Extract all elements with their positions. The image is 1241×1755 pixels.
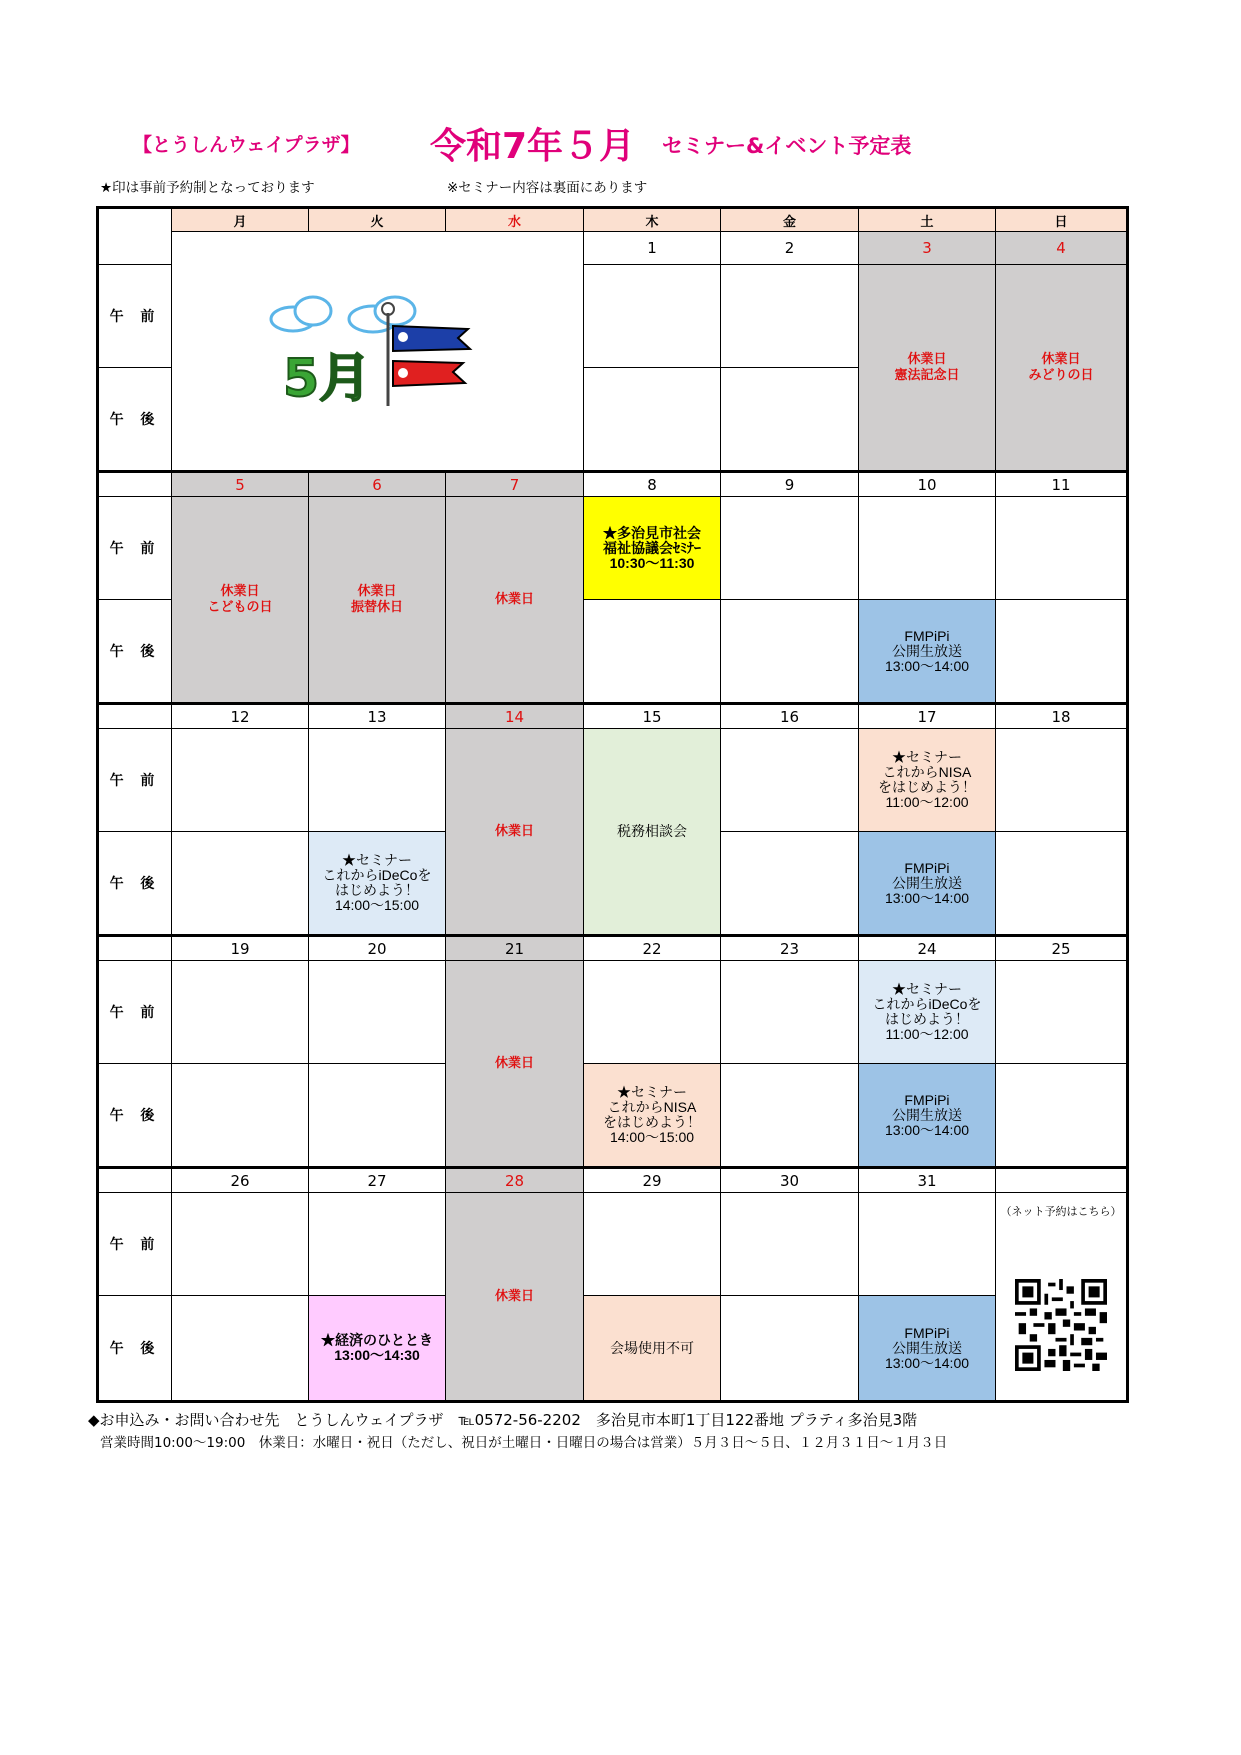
slot (721, 729, 859, 832)
event-nisa-seminar: ★セミナー これからNISA をはじめよう！ 14:00～15:00 (584, 1064, 721, 1167)
event-venue-unavailable: 会場使用不可 (584, 1296, 721, 1400)
day-21: 21 (446, 937, 584, 961)
day-12: 12 (172, 705, 309, 729)
event-fm-broadcast: FMPiPi 公開生放送 13:00～14:00 (859, 1296, 996, 1400)
event-fm-broadcast: FMPiPi 公開生放送 13:00～14:00 (859, 832, 996, 935)
weekday-wed: 水 (446, 209, 584, 232)
closed-day-14: 休業日 (446, 729, 584, 935)
am-label: 午 前 (99, 729, 172, 832)
slot (996, 1064, 1126, 1167)
closed-day-3: 休業日 憲法記念日 (859, 265, 996, 471)
day-11: 11 (996, 473, 1126, 497)
pm-label: 午 後 (99, 368, 172, 471)
slot (584, 961, 721, 1064)
qr-code-icon[interactable] (1015, 1279, 1107, 1371)
content-note: ※セミナー内容は裏面にあります (447, 180, 648, 196)
closed-day-5: 休業日 こどもの日 (172, 497, 309, 703)
day-28: 28 (446, 1169, 584, 1193)
day-31: 31 (859, 1169, 996, 1193)
weekday-tue: 火 (309, 209, 446, 232)
closed-day-7: 休業日 (446, 497, 584, 703)
slot (721, 1064, 859, 1167)
koinobori-icon (263, 291, 493, 411)
slot (996, 961, 1126, 1064)
slot (309, 1064, 446, 1167)
pm-label: 午 後 (99, 1064, 172, 1167)
day-25: 25 (996, 937, 1126, 961)
closed-day-6: 休業日 振替休日 (309, 497, 446, 703)
event-ideco-seminar: ★セミナー これからiDeCoを はじめよう！ 14:00～15:00 (309, 832, 446, 935)
day-15: 15 (584, 705, 721, 729)
calendar-grid (96, 206, 1129, 1403)
day-5: 5 (172, 473, 309, 497)
net-reservation-cell (996, 1193, 1126, 1400)
slot (996, 600, 1126, 703)
day-7: 7 (446, 473, 584, 497)
side-blank (99, 705, 172, 729)
pm-label: 午 後 (99, 1296, 172, 1400)
weekday-sun: 日 (996, 209, 1126, 232)
side-blank (99, 937, 172, 961)
organization-name: 【とうしんウェイプラザ】 (133, 134, 360, 156)
slot (721, 368, 859, 471)
event-welfare-seminar: ★多治見市社会 福祉協議会ｾﾐﾅｰ 10:30～11:30 (584, 497, 721, 600)
day-17: 17 (859, 705, 996, 729)
business-hours: 営業時間10:00～19:00 休業日：水曜日・祝日（ただし、祝日が土曜日・日曜日の場合は営業）５月３日～５日、１２月３１日～１月３日 (100, 1435, 948, 1451)
day-16: 16 (721, 705, 859, 729)
may-graphic (172, 232, 584, 471)
day-23: 23 (721, 937, 859, 961)
weekday-mon: 月 (172, 209, 309, 232)
closed-day-4: 休業日 みどりの日 (996, 265, 1126, 471)
slot (309, 1193, 446, 1296)
am-label: 午 前 (99, 961, 172, 1064)
slot (996, 729, 1126, 832)
slot (172, 1064, 309, 1167)
slot (584, 1193, 721, 1296)
slot (172, 729, 309, 832)
day-2: 2 (721, 232, 859, 265)
slot (721, 1193, 859, 1296)
day-30: 30 (721, 1169, 859, 1193)
slot (996, 832, 1126, 935)
day-19: 19 (172, 937, 309, 961)
day-20: 20 (309, 937, 446, 961)
slot (172, 1193, 309, 1296)
day-29: 29 (584, 1169, 721, 1193)
slot (996, 497, 1126, 600)
corner-cell (99, 209, 172, 265)
slot (721, 832, 859, 935)
side-blank (99, 473, 172, 497)
schedule-subtitle: セミナー&イベント予定表 (662, 134, 912, 158)
day-6: 6 (309, 473, 446, 497)
day-4: 4 (996, 232, 1126, 265)
reservation-note: ★印は事前予約制となっております (100, 180, 315, 196)
contact-info: ◆お申込み・お問い合わせ先 とうしんウェイプラザ ℡0572-56-2202 多治見市本町1丁目122番地 プラティ多治見3階 (88, 1411, 918, 1429)
day-3: 3 (859, 232, 996, 265)
day-22: 22 (584, 937, 721, 961)
am-label: 午 前 (99, 497, 172, 600)
day-empty (996, 1169, 1126, 1193)
day-26: 26 (172, 1169, 309, 1193)
slot (859, 1193, 996, 1296)
slot (172, 832, 309, 935)
slot (309, 729, 446, 832)
event-nisa-seminar: ★セミナー これからNISA をはじめよう！ 11:00～12:00 (859, 729, 996, 832)
day-8: 8 (584, 473, 721, 497)
slot (721, 497, 859, 600)
event-economy-talk: ★経済のひととき 13:00～14:30 (309, 1296, 446, 1400)
day-13: 13 (309, 705, 446, 729)
pm-label: 午 後 (99, 600, 172, 703)
slot (172, 961, 309, 1064)
day-1: 1 (584, 232, 721, 265)
slot (584, 265, 721, 368)
event-ideco-seminar: ★セミナー これからiDeCoを はじめよう！ 11:00～12:00 (859, 961, 996, 1064)
event-fm-broadcast: FMPiPi 公開生放送 13:00～14:00 (859, 600, 996, 703)
am-label: 午 前 (99, 1193, 172, 1296)
page-title (0, 118, 1241, 168)
event-fm-broadcast: FMPiPi 公開生放送 13:00～14:00 (859, 1064, 996, 1167)
closed-day-21: 休業日 (446, 961, 584, 1167)
closed-day-28: 休業日 (446, 1193, 584, 1400)
side-blank (99, 1169, 172, 1193)
slot (721, 961, 859, 1064)
pm-label: 午 後 (99, 832, 172, 935)
day-18: 18 (996, 705, 1126, 729)
may-graphic-text: 5月 (282, 349, 371, 409)
slot (721, 265, 859, 368)
day-24: 24 (859, 937, 996, 961)
slot (584, 368, 721, 471)
month-title: 令和7年５月 (430, 126, 636, 167)
weekday-thu: 木 (584, 209, 721, 232)
slot (309, 961, 446, 1064)
day-9: 9 (721, 473, 859, 497)
day-14: 14 (446, 705, 584, 729)
am-label: 午 前 (99, 265, 172, 368)
slot (721, 600, 859, 703)
slot (859, 497, 996, 600)
event-tax-consultation: 税務相談会 (584, 729, 721, 935)
slot (721, 1296, 859, 1400)
slot (584, 600, 721, 703)
weekday-sat: 土 (859, 209, 996, 232)
day-10: 10 (859, 473, 996, 497)
net-reservation-label: （ネット予約はこちら） (1000, 1205, 1122, 1218)
weekday-fri: 金 (721, 209, 859, 232)
slot (172, 1296, 309, 1400)
day-27: 27 (309, 1169, 446, 1193)
